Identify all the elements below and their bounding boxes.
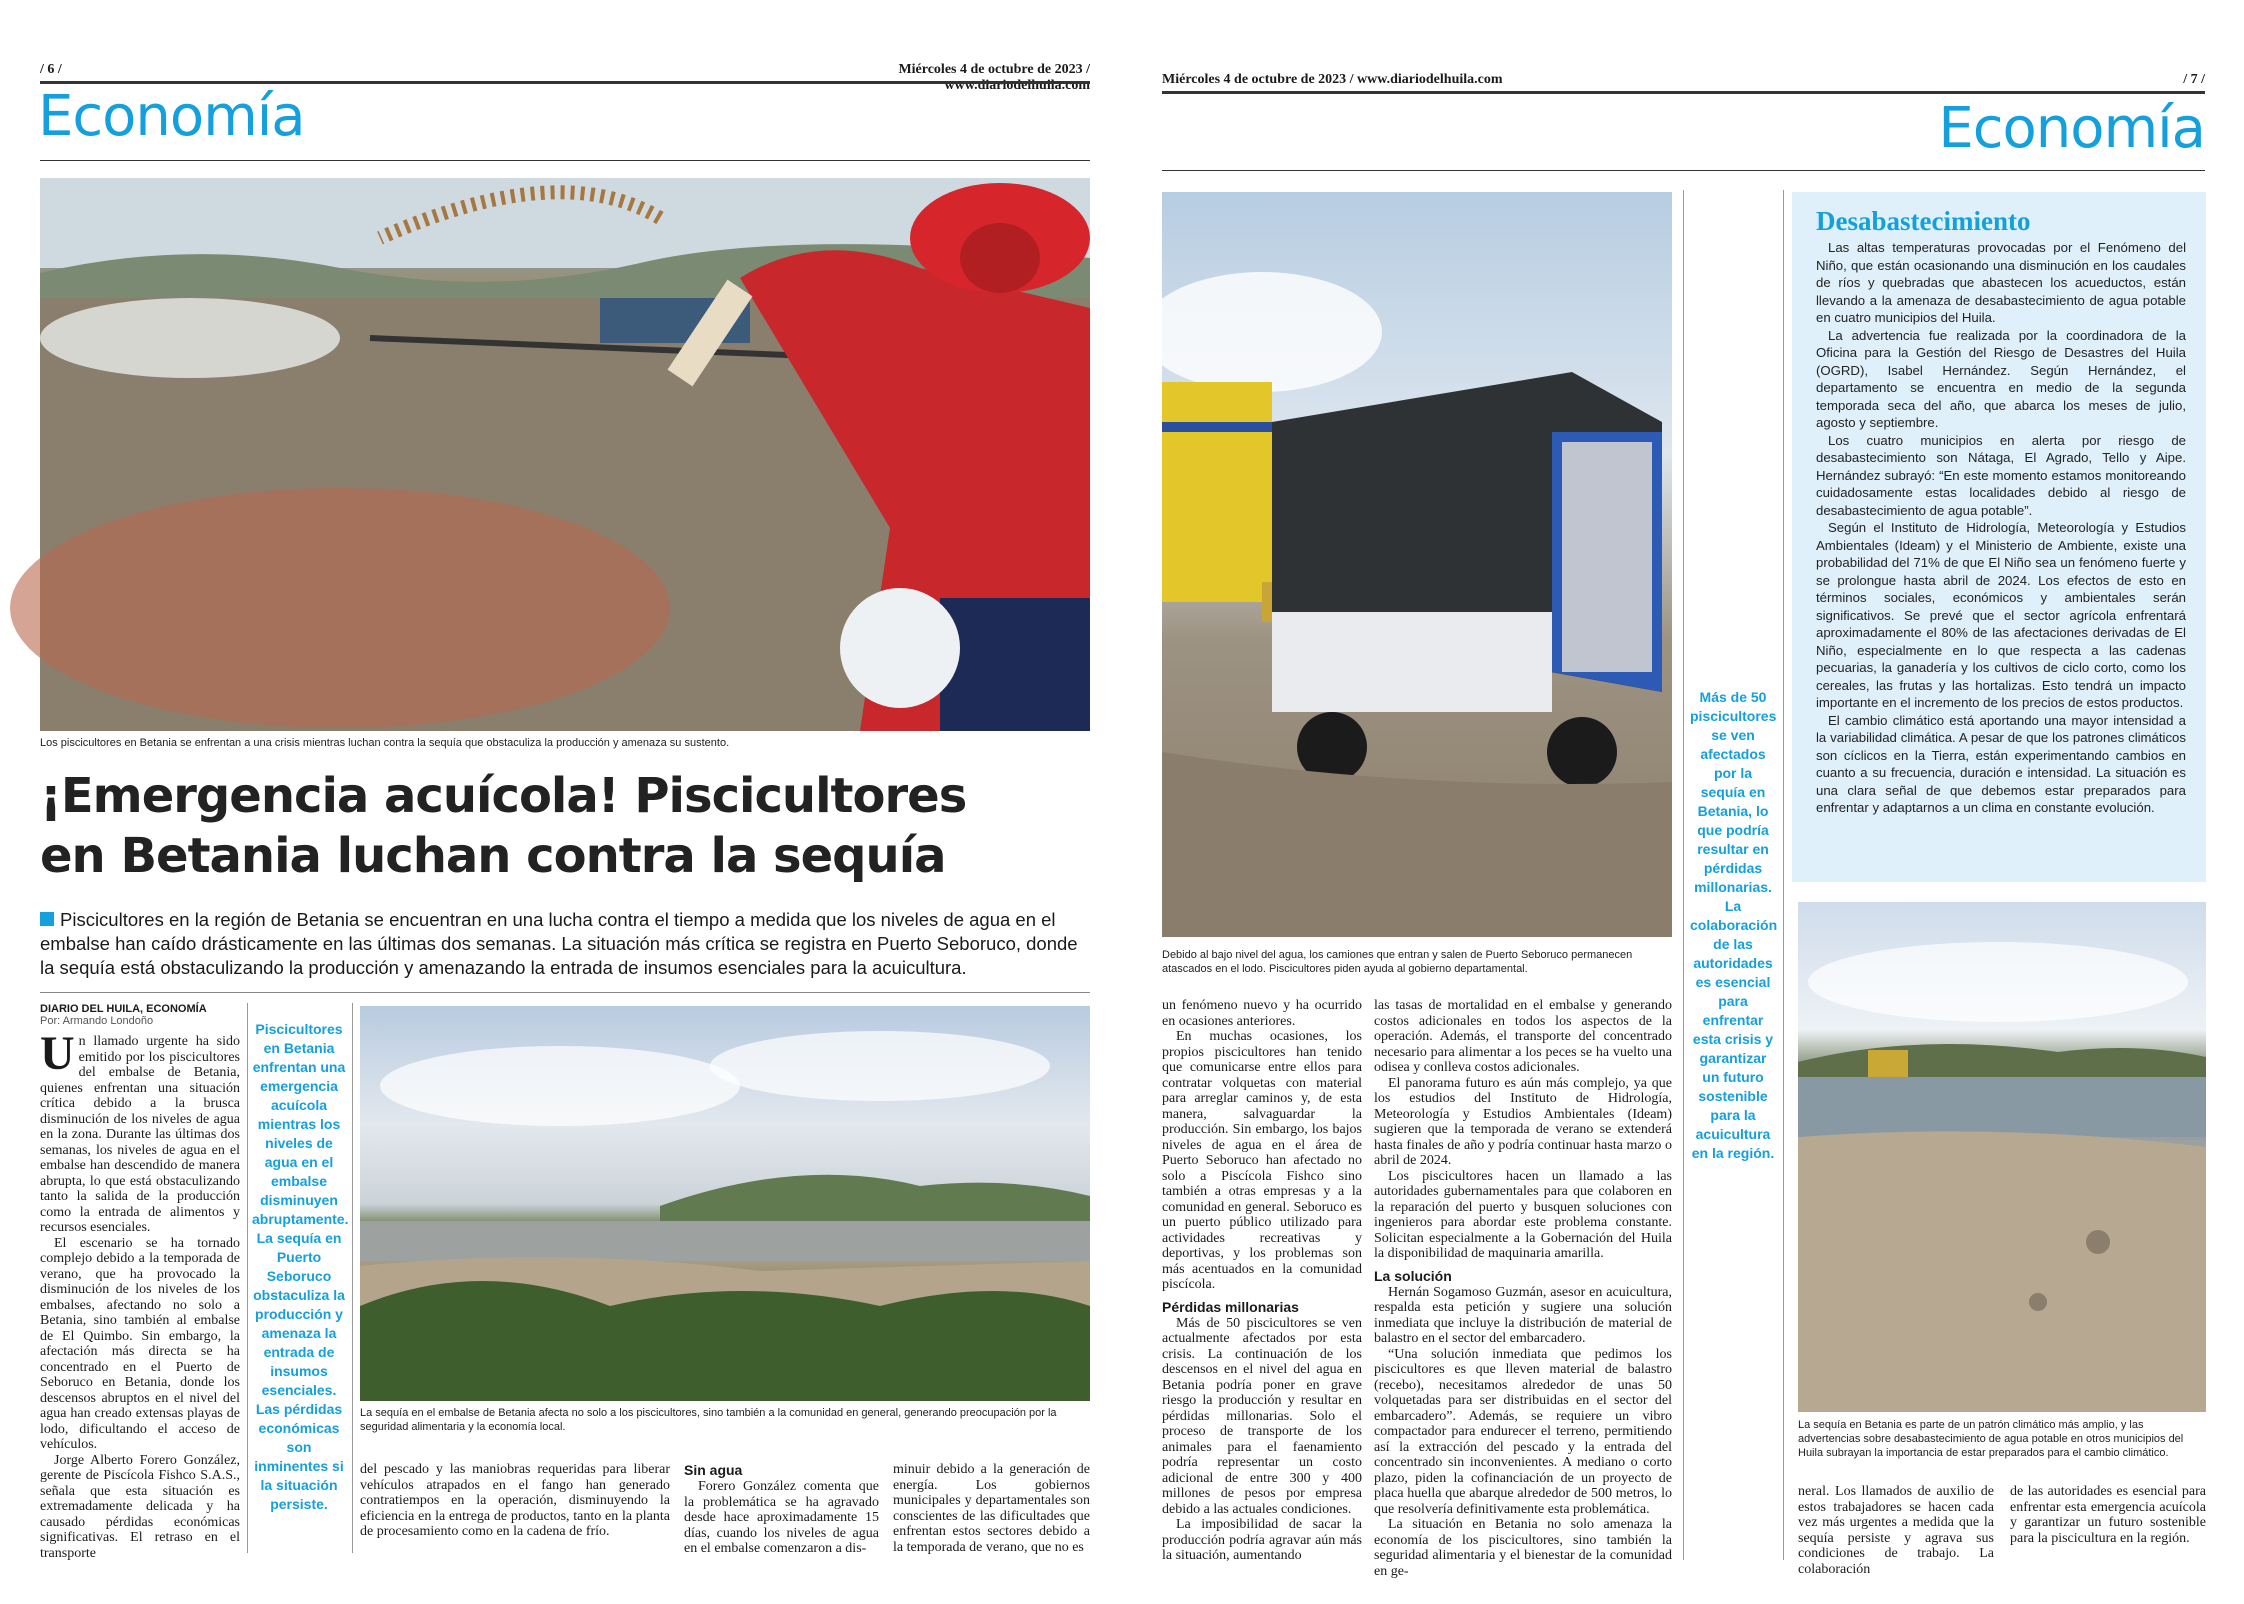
truck-photo xyxy=(1162,192,1672,937)
dry-lake-photo-art xyxy=(1798,902,2206,1412)
sidebar-title: Desabastecimiento xyxy=(1816,206,2031,236)
sidebar-paragraph-2: La advertencia fue realizada por la coordinadora de la Oficina para la Gestión del Riesgo de Desastres del Huila (OGRD), Isabel Hernández. Según Hernández, el departamento se encuentra en medio de la segunda temporada seca del año, que abarca los meses de julio, agosto y septiembre. xyxy=(1816,327,2186,430)
left-column-4 xyxy=(893,1462,1090,1555)
sidebar-paragraph-5: El cambio climático está aportando una mayor intensidad a la variabilidad climática. A pesar de que los patrones climáticos son cíclicos en la Tierra, están experimentando cambios en cuanto a su frecuencia, duración e intensidad. La situación es una clara señal de que debemos estar preparados para enfrentar y adaptarnos a un clima en constante evolución. xyxy=(1816,712,2186,815)
right-column-2 xyxy=(1374,998,1672,1579)
right-column-4a xyxy=(1798,1484,1994,1577)
sidebar-paragraph-3: Los cuatro municipios en alerta por riesgo de desabastecimiento son Nátaga, El Agrado, Tello y Aipe. Hernández subrayó: “En este momento estamos monitoreando cuidadosamente estas localidades debido al riesgo de desabastecimiento de agua potable”. xyxy=(1816,432,2186,518)
pull-quote-right: Más de 50 piscicultores se ven afectados por la sequía en Betania, lo que podría resultar en pérdidas millonarias. La colaboración de las autoridades es esencial para enfrentar esta crisis y garantizar un futuro sostenible para la acuicultura en la región. xyxy=(1690,689,1778,1161)
headline-line-1: ¡Emergencia acuícola! Piscicultores xyxy=(40,768,967,824)
pull-quote-left: Piscicultores en Betania enfrentan una emergencia acuícola mientras los niveles de agua en el embalse disminuyen abruptamente. La sequía en Puerto Seboruco obstaculiza la producción y amenaza la entrada de insumos esenciales. Las pérdidas económicas son inminentes si la situación persiste. xyxy=(252,1021,349,1512)
page-number-left: / 6 / xyxy=(40,62,62,77)
lead-text: Piscicultores en la región de Betania se encuentran en una lucha contra el tiempo a medida que los niveles de agua en el embalse han caído drásticamente en las últimas dos semanas. La situación más crítica se registra en Puerto Seboruco, donde la sequía está obstaculizando la producción y amenazando la entrada de insumos esenciales para la acuicultura. xyxy=(40,909,1078,978)
fish-farmer-photo-art xyxy=(40,178,1090,731)
right-column-1 xyxy=(1162,998,1362,1563)
article-credit xyxy=(40,1003,240,1027)
fish-farmer-photo xyxy=(40,178,1090,731)
rcol4a-paragraph: neral. Los llamados de auxilio de estos trabajadores se hacen cada vez más urgentes a medida que la sequía persiste y agrava sus condiciones de trabajo. La colaboración xyxy=(1798,1484,1994,1577)
headline-line-2: en Betania luchan contra la sequía xyxy=(40,828,946,884)
rcol2-paragraph-5: “Una solución inmediata que pedimos los piscicultores es que lleven material de balastro (recebo), necesitamos alrededor de unas 50 volquetadas para ser distribuidas en el sector del embarcadero”. Además, se requiere un vibro compactador para endurecer el terreno, permitiendo así la extracción del pescado y la entrada del concentrado sin inconvenientes. A mediano o corto plazo, piden la cofinanciación de un proyecto de placa huella que abarque alrededor de 500 metros, lo que resolvería definitivamente esta problemática. xyxy=(1374,1346,1672,1517)
section-title-right: Economía xyxy=(1938,96,2205,161)
col1-paragraph-3: Jorge Alberto Forero González, gerente de Piscícola Fishco S.A.S., señala que esta situación es extremadamente delicada y ha causado pérdidas económicas significativas. El retraso en el transporte xyxy=(40,1452,240,1561)
section-title-left: Economía xyxy=(38,84,305,149)
sidebar-paragraph-4: Según el Instituto de Hidrología, Meteorología y Estudios Ambientales (Ideam) y el Ministerio de Ambiente, existe una probabilidad del 71% de que El Niño sea un fenómeno fuerte y se prolongue hasta abril de 2024. Los efectos de esto en términos sociales, económicos y ambientales serán significativos. Se prevé que el sector agrícola enfrentará aproximadamente el 80% de las afectaciones derivadas de El Niño, especialmente en lo que respecta a las cadenas pecuarias, la ganadería y los cultivos de ciclo corto, como los cereales, las frutas y las hortalizas. Esto tendrá un impacto importante en el incremento de los precios de estos productos. xyxy=(1816,520,2186,710)
lead-paragraph xyxy=(40,908,1090,980)
left-column-2 xyxy=(360,1462,670,1540)
col1-paragraph-1: n llamado urgente ha sido emitido por los piscicultores del embalse de Betania, quienes enfrentan una situación crítica debido a la brusca disminución de los niveles de agua en la zona. Durante las últimas dos semanas, los niveles de agua en el embalse han descendido de manera abrupta, lo que está obstaculizando tanto la salida de la producción como la entrada de alimentos y recursos esenciales. xyxy=(40,1034,240,1235)
main-photo-caption: Los piscicultores en Betania se enfrentan a una crisis mientras luchan contra la sequía que obstaculiza la producción y amenaza su sustento. xyxy=(40,737,730,749)
rcol2-paragraph-3: Los piscicultores hacen un llamado a las autoridades gubernamentales para que colaboren en la reparación del puerto y busquen soluciones con ingenieros para abordar este problema constante. Solicitan especialmente a la Gobernación del Huila la disponibilidad de maquinaria amarilla. xyxy=(1374,1168,1672,1261)
col4-paragraph: minuir debido a la generación de energía. Los gobiernos municipales y departamentales son conscientes de las dificultades que enfrentan estos sectores debido a la temporada de verano, que no es xyxy=(893,1462,1090,1555)
left-column-1 xyxy=(40,1027,240,1561)
date-line-left: Miércoles 4 de octubre de 2023 / www.diariodelhuila.com xyxy=(898,62,1090,93)
left-column-3 xyxy=(684,1462,879,1557)
subhead-perdidas: Pérdidas millonarias xyxy=(1162,1298,1299,1315)
rcol2-paragraph-1: las tasas de mortalidad en el embalse y generando costos adicionales en todos los aspectos de la operación. Además, el transporte del concentrado necesario para alimentar a los peces se ha vuelto una odisea y conlleva costos adicionales. xyxy=(1374,998,1672,1075)
rcol1-paragraph-2: En muchas ocasiones, los propios piscicultores han tenido que comunicarse entre ellos para contratar volquetas con material para arreglar caminos y, de esta manera, salvaguardar la producción. Sin embargo, los bajos niveles de agua en el área de Puerto Seboruco han afectado no solo a Piscícola Fishco sino también a otras empresas y a la comunidad en general. Seboruco es un puerto público utilizado para actividades recreativas y deportivas, y los problemas son más acentuados en la comunidad piscícola. xyxy=(1162,1029,1362,1292)
truck-photo-art xyxy=(1162,192,1672,937)
subhead-sin-agua: Sin agua xyxy=(684,1462,743,1478)
col3-paragraph: Forero González comenta que la problemática se ha agravado desde hace aproximadamente 15 días, cuando los niveles de agua en el embalse comenzaron a dis- xyxy=(684,1479,879,1556)
right-column-4b xyxy=(2010,1484,2206,1546)
reservoir-photo-caption: La sequía en el embalse de Betania afecta no solo a los piscicultores, sino también a la comunidad en general, generando preocupación por la seguridad alimentaria y la economía local. xyxy=(360,1407,1057,1433)
drop-cap: U xyxy=(40,1027,75,1080)
byline: Por: Armando Londoño xyxy=(40,1015,154,1027)
col2-paragraph: del pescado y las maniobras requeridas para liberar vehículos atrapados en el fango han generado contratiempos en la operación, disminuyendo la eficiencia en la entrega de productos, tanto en la planta de procesamiento como en la cadena de frío. xyxy=(360,1462,670,1539)
sidebar-paragraph-1: Las altas temperaturas provocadas por el Fenómeno del Niño, que están ocasionando una disminución en los caudales de ríos y quebradas que abastecen los acueductos, están llevando a la amenaza de desabastecimiento de agua potable en cuatro municipios del Huila. xyxy=(1816,240,2186,325)
lead-marker xyxy=(40,912,54,926)
rcol2-paragraph-4: Hernán Sogamoso Guzmán, asesor en acuicultura, respalda esta petición y sugiere una solución inmediata que incluye la distribución de material de balastro en el sector del embarcadero. xyxy=(1374,1284,1672,1346)
date-line-right: Miércoles 4 de octubre de 2023 / www.diariodelhuila.com xyxy=(1162,72,1503,87)
truck-photo-caption: Debido al bajo nivel del agua, los camiones que entran y salen de Puerto Seboruco permanecen atascados en el lodo. Piscicultores piden ayuda al gobierno departamental. xyxy=(1162,949,1633,975)
sidebar-body xyxy=(1816,239,2186,817)
dry-lake-photo-caption: La sequía en Betania es parte de un patrón climático más amplio, y las advertencias sobre desabastecimiento de agua potable en otros municipios del Huila subrayan la importancia de estar preparados para el cambio climático. xyxy=(1798,1419,2184,1459)
reservoir-photo-art xyxy=(360,1006,1090,1401)
page-number-right: / 7 / xyxy=(2183,72,2205,87)
rcol1-paragraph-3: Más de 50 piscicultores se ven actualmente afectados por esta crisis. La continuación de los descensos en el nivel del agua en Betania podría poner en grave riesgo la producción y resultar en pérdidas millonarias. Solo el proceso de transporte de los animales para el faenamiento podría representar un costo adicional de entre 300 y 400 millones de pesos por empresa debido a las actuales condiciones. xyxy=(1162,1315,1362,1517)
rcol1-paragraph-1: un fenómeno nuevo y ha ocurrido en ocasiones anteriores. xyxy=(1162,998,1362,1029)
reservoir-photo xyxy=(360,1006,1090,1401)
dry-lake-photo xyxy=(1798,902,2206,1412)
sidebar-box xyxy=(1792,192,2206,882)
rcol1-paragraph-4: La imposibilidad de sacar la producción podría agravar aún más la situación, aumentando xyxy=(1162,1517,1362,1563)
headline xyxy=(40,766,1100,886)
rcol4b-paragraph: de las autoridades es esencial para enfrentar esta emergencia acuícola y garantizar un futuro sostenible para la piscicultura en la región. xyxy=(2010,1484,2206,1546)
credit-line: DIARIO DEL HUILA, ECONOMÍA xyxy=(40,1003,207,1015)
subhead-solucion: La solución xyxy=(1374,1267,1452,1284)
rcol2-paragraph-6: La situación en Betania no solo amenaza la economía de los piscicultores, sino también la seguridad alimentaria y el bienestar de la comunidad en ge- xyxy=(1374,1517,1672,1579)
rcol2-paragraph-2: El panorama futuro es aún más complejo, ya que los estudios del Instituto de Hidrología, Meteorología y Estudios Ambientales (Ideam) sugieren que la temporada de verano se extenderá hasta finales de año y podría continuar hasta marzo o abril de 2024. xyxy=(1374,1075,1672,1168)
col1-paragraph-2: El escenario se ha tornado complejo debido a la temporada de verano, que ha provocado la disminución de los niveles de los embalses, afectando no solo a Betania, sino también al embalse de El Quimbo. Sin embargo, la afectación más directa se ha concentrado en el Puerto de Seboruco en Betania, donde los descensos abruptos en el nivel del agua han creado extensas playas de lodo, dificultando el acceso de vehículos. xyxy=(40,1235,240,1452)
